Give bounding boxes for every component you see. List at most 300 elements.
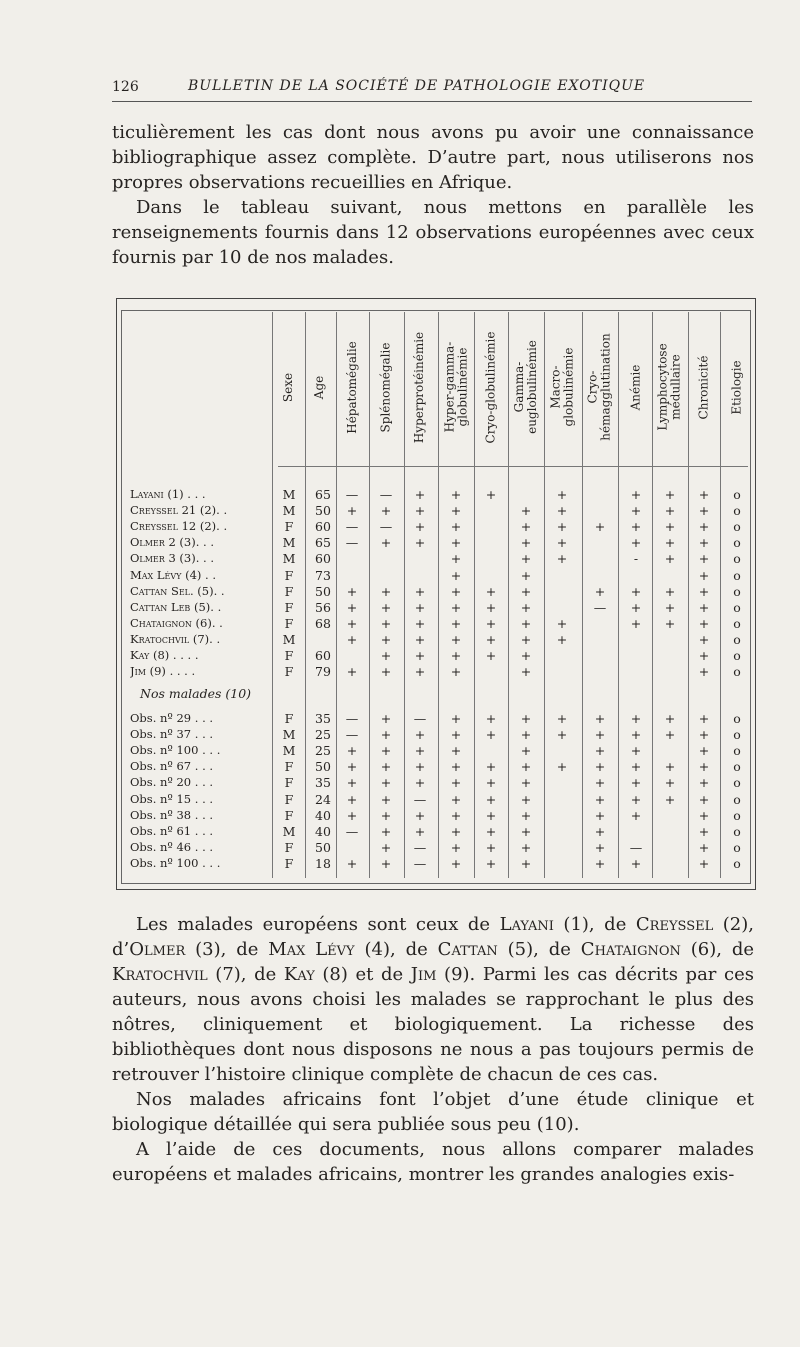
row-label: Obs. nº 38 . . .	[130, 807, 214, 822]
table-cell-chronicite: +	[698, 791, 710, 807]
table-cell-hyper-gamma-globulinemie: +	[450, 551, 462, 567]
intro-text	[112, 120, 754, 270]
table-cell-hyperproteinemie: +	[414, 487, 426, 502]
table-cell-anemie: +	[630, 519, 642, 535]
table-cell-cryo-globulinemie: +	[485, 823, 497, 839]
table-cell-chronicite: +	[698, 503, 710, 519]
column-header-hepatomegalie: Hépatomégalie	[344, 340, 359, 434]
table-cell-sexe: F	[284, 648, 294, 663]
row-label: Cattan Sel. (5). .	[130, 583, 225, 598]
table-cell-chronicite: +	[698, 775, 710, 791]
table-cell-splenomegalie: +	[380, 823, 392, 839]
table-cell-gamma-euglobulinemie: +	[520, 807, 532, 823]
table-cell-age: 40	[315, 807, 331, 823]
table-cell-sexe: F	[284, 567, 294, 583]
table-cell-hepatomegalie: +	[346, 631, 358, 647]
table-cell-age: 50	[315, 759, 331, 775]
table-cell-hepatomegalie: +	[346, 583, 358, 599]
table-cell-hepatomegalie: —	[345, 535, 359, 551]
table-cell-cryo-globulinemie: +	[485, 631, 497, 647]
row-label: Creyssel 21 (2). .	[130, 503, 228, 518]
intro-paragraph-1: ticulièrement les cas dont nous avons pu avoir une connaissance bibliographique assez complète. D’autre part, nous utiliserons nos propres observations recueillies en Afrique.	[112, 122, 754, 193]
table-cell-sexe: F	[284, 599, 294, 615]
table-cell-sexe: F	[284, 615, 294, 631]
table-cell-cryo-globulinemie: +	[485, 791, 497, 807]
table-cell-chronicite: +	[698, 519, 710, 535]
table-cell-hyperproteinemie: —	[413, 791, 427, 807]
table-cell-etiologie: o	[733, 823, 741, 839]
table-cell-hyperproteinemie: +	[414, 775, 426, 791]
table-cell-etiologie: o	[733, 807, 741, 823]
table-cell-cryo-hemagglutination: +	[594, 855, 606, 871]
table-cell-sexe: M	[282, 487, 296, 502]
table-cell-age: 24	[315, 791, 331, 807]
table-cell-etiologie: o	[733, 599, 741, 615]
column-header-sexe: Sexe	[281, 372, 296, 402]
table-cell-cryo-globulinemie: +	[485, 727, 497, 743]
table-cell-hyper-gamma-globulinemie: +	[450, 487, 462, 502]
table-cell-cryo-hemagglutination: +	[594, 583, 606, 599]
table-cell-hyper-gamma-globulinemie: +	[450, 648, 462, 663]
table-cell-etiologie: o	[733, 775, 741, 791]
table-cell-chronicite: +	[698, 759, 710, 775]
outro-paragraph-1: Les malades européens sont ceux de Layani (1), de Creyssel (2), d’Olmer (3), de Max Lévy (4), de Cattan (5), de Chataignon (6), de Kratochvil (7), de Kay (8) et de Jim (9). Parmi les cas décrits par ces auteurs, nous avons choisi les malades se rapprochant le plus des nôtres, cliniquement et biologiquement. La richesse des bibliothèques dont nous disposons ne nous a pas toujours permis de retrouver l’histoire clinique complète de chacun de ces cas.	[112, 914, 755, 1085]
table-cell-chronicite: +	[698, 855, 710, 871]
running-title: BULLETIN DE LA SOCIÉTÉ DE PATHOLOGIE EXOTIQUE	[188, 78, 646, 94]
table-cell-chronicite: +	[698, 599, 710, 615]
table-cell-etiologie: o	[733, 855, 741, 871]
table-cell-splenomegalie: +	[380, 839, 392, 855]
table-cell-chronicite: +	[698, 664, 710, 680]
table-cell-splenomegalie: +	[380, 583, 392, 599]
table-cell-chronicite: +	[698, 583, 710, 599]
table-cell-etiologie: o	[733, 503, 741, 519]
table-cell-anemie: +	[630, 775, 642, 791]
table-cell-lymphocytose-medullaire: +	[664, 775, 676, 791]
table-cell-hyper-gamma-globulinemie: +	[450, 503, 462, 519]
table-cell-hyperproteinemie: +	[414, 503, 426, 519]
table-cell-age: 60	[315, 551, 331, 567]
row-label: Kratochvil (7). .	[130, 631, 221, 646]
table-cell-anemie: +	[630, 583, 642, 599]
page-number: 126	[112, 79, 139, 95]
table-cell-splenomegalie: +	[380, 503, 392, 519]
table-cell-sexe: M	[282, 503, 296, 519]
table-cell-sexe: F	[284, 839, 294, 855]
table-cell-hyperproteinemie: +	[414, 727, 426, 743]
table-cell-lymphocytose-medullaire: +	[664, 583, 676, 599]
row-label: Cattan Leb (5). .	[130, 599, 222, 614]
table-cell-gamma-euglobulinemie: +	[520, 839, 532, 855]
table-cell-cryo-globulinemie: +	[485, 487, 497, 502]
table-cell-hepatomegalie: +	[346, 759, 358, 775]
table-cell-etiologie: o	[733, 727, 741, 743]
table-cell-cryo-globulinemie: +	[485, 583, 497, 599]
table-cell-cryo-globulinemie: +	[485, 759, 497, 775]
row-label: Obs. nº 100 . . .	[130, 855, 221, 870]
table-cell-age: 79	[315, 664, 331, 680]
table-cell-hepatomegalie: —	[345, 711, 359, 726]
table-cell-hyper-gamma-globulinemie: +	[450, 839, 462, 855]
table-cell-chronicite: +	[698, 711, 710, 726]
table-cell-splenomegalie: +	[380, 791, 392, 807]
table-cell-macro-globulinemie: +	[556, 631, 568, 647]
table-cell-chronicite: +	[698, 567, 710, 583]
table-cell-cryo-hemagglutination: +	[594, 807, 606, 823]
row-label: Chataignon (6). .	[130, 615, 223, 630]
page-header	[112, 74, 752, 104]
table-cell-sexe: F	[284, 807, 294, 823]
table-cell-hepatomegalie: +	[346, 791, 358, 807]
table-cell-anemie: +	[630, 599, 642, 615]
table-cell-lymphocytose-medullaire: +	[664, 727, 676, 743]
table-cell-splenomegalie: +	[380, 599, 392, 615]
column-header-hyper-gamma-globulinemie: Hyper-gamma- globulinémie	[442, 341, 469, 433]
table-cell-hyper-gamma-globulinemie: +	[450, 519, 462, 535]
table-cell-hepatomegalie: +	[346, 503, 358, 519]
table-cell-hyper-gamma-globulinemie: +	[450, 599, 462, 615]
table-cell-hepatomegalie: +	[346, 599, 358, 615]
table-cell-cryo-hemagglutination: +	[594, 743, 606, 759]
table-cell-hyper-gamma-globulinemie: +	[450, 855, 462, 871]
column-header-age: Age	[312, 375, 327, 399]
table-cell-hyperproteinemie: +	[414, 664, 426, 680]
row-label: Max Lévy (4) . .	[130, 567, 217, 582]
table-cell-sexe: F	[284, 583, 294, 599]
table-cell-cryo-globulinemie: +	[485, 599, 497, 615]
table-cell-hyperproteinemie: +	[414, 599, 426, 615]
table-cell-gamma-euglobulinemie: +	[520, 664, 532, 680]
table-cell-gamma-euglobulinemie: +	[520, 551, 532, 567]
table-cell-gamma-euglobulinemie: +	[520, 583, 532, 599]
table-cell-hepatomegalie: —	[345, 519, 359, 535]
table-cell-etiologie: o	[733, 791, 741, 807]
table-cell-hyper-gamma-globulinemie: +	[450, 791, 462, 807]
table-cell-hyper-gamma-globulinemie: +	[450, 775, 462, 791]
table-cell-chronicite: +	[698, 648, 710, 663]
table-cell-etiologie: o	[733, 487, 741, 502]
column-header-gamma-euglobulinemie: Gamma- euglobulinémie	[512, 340, 539, 434]
table-cell-lymphocytose-medullaire: +	[664, 551, 676, 567]
table-cell-splenomegalie: —	[379, 519, 393, 535]
table-cell-lymphocytose-medullaire: +	[664, 487, 676, 502]
table-cell-etiologie: o	[733, 759, 741, 775]
table-cell-splenomegalie: +	[380, 855, 392, 871]
table-cell-chronicite: +	[698, 551, 710, 567]
table-cell-etiologie: o	[733, 664, 741, 680]
table-cell-hyperproteinemie: +	[414, 759, 426, 775]
table-cell-cryo-hemagglutination: —	[593, 599, 607, 615]
table-cell-hyper-gamma-globulinemie: +	[450, 727, 462, 743]
table-cell-cryo-globulinemie: +	[485, 615, 497, 631]
table-cell-sexe: M	[282, 551, 296, 567]
table-cell-cryo-globulinemie: +	[485, 807, 497, 823]
table-cell-gamma-euglobulinemie: +	[520, 711, 532, 726]
table-cell-hepatomegalie: +	[346, 743, 358, 759]
table-cell-etiologie: o	[733, 743, 741, 759]
table-cell-sexe: F	[284, 759, 294, 775]
table-cell-splenomegalie: +	[380, 648, 392, 663]
table-cell-age: 35	[315, 711, 331, 726]
table-cell-hyperproteinemie: +	[414, 583, 426, 599]
table-cell-gamma-euglobulinemie: +	[520, 599, 532, 615]
table-cell-gamma-euglobulinemie: +	[520, 631, 532, 647]
table-cell-gamma-euglobulinemie: +	[520, 503, 532, 519]
table-cell-hyper-gamma-globulinemie: +	[450, 759, 462, 775]
table-cell-anemie: +	[630, 743, 642, 759]
table-cell-anemie: +	[630, 535, 642, 551]
table-cell-splenomegalie: +	[380, 759, 392, 775]
row-label: Obs. nº 15 . . .	[130, 791, 214, 806]
table-cell-lymphocytose-medullaire: +	[664, 599, 676, 615]
table-cell-sexe: F	[284, 664, 294, 680]
table-cell-chronicite: +	[698, 727, 710, 743]
row-label: Kay (8) . . . .	[130, 648, 199, 662]
table-cell-age: 35	[315, 775, 331, 791]
table-cell-etiologie: o	[733, 551, 741, 567]
table-cell-hyperproteinemie: +	[414, 743, 426, 759]
table-cell-hyperproteinemie: +	[414, 631, 426, 647]
outro-text	[112, 912, 754, 1187]
table-cell-lymphocytose-medullaire: +	[664, 615, 676, 631]
table-cell-age: 40	[315, 823, 331, 839]
table-cell-hepatomegalie: +	[346, 855, 358, 871]
table-cell-anemie: +	[630, 807, 642, 823]
table-cell-cryo-hemagglutination: +	[594, 791, 606, 807]
table-cell-etiologie: o	[733, 567, 741, 583]
table-cell-hyper-gamma-globulinemie: +	[450, 567, 462, 583]
table-cell-hyperproteinemie: —	[413, 855, 427, 871]
row-label: Obs. nº 61 . . .	[130, 823, 214, 838]
table-cell-sexe: M	[282, 727, 296, 743]
table-cell-hepatomegalie: +	[346, 664, 358, 680]
table-cell-age: 50	[315, 839, 331, 855]
table-cell-anemie: -	[633, 551, 639, 567]
table-cell-age: 25	[315, 727, 331, 743]
row-label: Creyssel 12 (2). .	[130, 519, 228, 534]
table-cell-splenomegalie: +	[380, 775, 392, 791]
table-cell-splenomegalie: +	[380, 743, 392, 759]
table-cell-macro-globulinemie: +	[556, 519, 568, 535]
table-cell-macro-globulinemie: +	[556, 711, 568, 726]
table-cell-etiologie: o	[733, 535, 741, 551]
table-cell-gamma-euglobulinemie: +	[520, 567, 532, 583]
table-cell-hyperproteinemie: +	[414, 823, 426, 839]
table-cell-age: 65	[315, 535, 331, 551]
table-cell-anemie: +	[630, 759, 642, 775]
table-cell-cryo-globulinemie: +	[485, 775, 497, 791]
table-cell-cryo-globulinemie: +	[485, 839, 497, 855]
table-cell-hyper-gamma-globulinemie: +	[450, 807, 462, 823]
column-header-anemie: Anémie	[628, 364, 643, 410]
table-cell-gamma-euglobulinemie: +	[520, 648, 532, 663]
table-cell-gamma-euglobulinemie: +	[520, 727, 532, 743]
table-cell-hyper-gamma-globulinemie: +	[450, 583, 462, 599]
row-label: Olmer 2 (3). . .	[130, 535, 214, 550]
column-header-splenomegalie: Splénomégalie	[378, 342, 393, 432]
row-label: Jim (9) . . . .	[130, 664, 196, 679]
table-cell-chronicite: +	[698, 535, 710, 551]
table-cell-splenomegalie: +	[380, 615, 392, 631]
column-header-lymphocytose-medullaire: Lymphocytose médullaire	[656, 343, 684, 431]
table-cell-sexe: M	[282, 535, 296, 551]
outro-paragraph-3: A l’aide de ces documents, nous allons comparer malades européens et malades africains, montrer les grandes analogies exis-	[112, 1139, 754, 1185]
table-cell-macro-globulinemie: +	[556, 759, 568, 775]
table-cell-age: 18	[315, 855, 331, 871]
row-label: Olmer 3 (3). . .	[130, 551, 214, 566]
table-cell-macro-globulinemie: +	[556, 551, 568, 567]
table-cell-anemie: +	[630, 727, 642, 743]
table-cell-age: 68	[315, 615, 331, 631]
table-cell-hyperproteinemie: +	[414, 535, 426, 551]
table-cell-cryo-hemagglutination: +	[594, 727, 606, 743]
table-cell-age: 73	[315, 567, 331, 583]
row-label: Obs. nº 100 . . .	[130, 743, 221, 758]
table-cell-sexe: M	[282, 631, 296, 647]
table-header-rule	[278, 466, 748, 467]
table-cell-macro-globulinemie: +	[556, 535, 568, 551]
table-cell-hepatomegalie: +	[346, 807, 358, 823]
table-cell-hyperproteinemie: +	[414, 519, 426, 535]
table-cell-splenomegalie: +	[380, 807, 392, 823]
column-header-cryo-globulinemie: Cryo-globulinémie	[483, 331, 498, 443]
table-cell-age: 60	[315, 648, 331, 663]
table-cell-age: 65	[315, 487, 331, 502]
table-cell-hyperproteinemie: —	[413, 711, 427, 726]
table-cell-hepatomegalie: —	[345, 487, 359, 502]
table-cell-age: 25	[315, 743, 331, 759]
table-cell-anemie: +	[630, 855, 642, 871]
table-cell-hyperproteinemie: —	[413, 839, 427, 855]
table-cell-hyper-gamma-globulinemie: +	[450, 535, 462, 551]
group-label-our-patients: Nos malades (10)	[140, 686, 252, 701]
table-cell-splenomegalie: —	[379, 487, 393, 502]
table-cell-sexe: F	[284, 775, 294, 791]
table-cell-hyper-gamma-globulinemie: +	[450, 631, 462, 647]
column-header-cryo-hemagglutination: Cryo- hémagglutination	[586, 333, 614, 441]
table-cell-hyper-gamma-globulinemie: +	[450, 664, 462, 680]
table-cell-chronicite: +	[698, 807, 710, 823]
table-cell-cryo-hemagglutination: +	[594, 823, 606, 839]
table-cell-hyperproteinemie: +	[414, 615, 426, 631]
table-cell-macro-globulinemie: +	[556, 615, 568, 631]
table-cell-chronicite: +	[698, 743, 710, 759]
table-cell-cryo-hemagglutination: +	[594, 839, 606, 855]
table-cell-etiologie: o	[733, 839, 741, 855]
table-cell-lymphocytose-medullaire: +	[664, 503, 676, 519]
table-cell-hyper-gamma-globulinemie: +	[450, 823, 462, 839]
table-cell-anemie: +	[630, 503, 642, 519]
header-rule	[112, 101, 752, 102]
table-cell-splenomegalie: +	[380, 711, 392, 726]
row-label: Obs. nº 46 . . .	[130, 839, 214, 854]
table-cell-hepatomegalie: —	[345, 727, 359, 743]
outro-paragraph-2: Nos malades africains font l’objet d’une étude clinique et biologique détaillée qui sera publiée sous peu (10).	[112, 1089, 754, 1135]
table-cell-chronicite: +	[698, 631, 710, 647]
table-cell-etiologie: o	[733, 519, 741, 535]
table-cell-chronicite: +	[698, 487, 710, 502]
column-header-etiologie: Etiologie	[729, 359, 744, 415]
table-cell-age: 50	[315, 583, 331, 599]
table-cell-etiologie: o	[733, 631, 741, 647]
table-cell-hyper-gamma-globulinemie: +	[450, 615, 462, 631]
table-cell-splenomegalie: +	[380, 727, 392, 743]
table-cell-sexe: F	[284, 791, 294, 807]
table-cell-lymphocytose-medullaire: +	[664, 711, 676, 726]
table-cell-cryo-hemagglutination: +	[594, 759, 606, 775]
table-cell-lymphocytose-medullaire: +	[664, 535, 676, 551]
table-cell-cryo-hemagglutination: +	[594, 519, 606, 535]
table-cell-chronicite: +	[698, 839, 710, 855]
table-cell-sexe: F	[284, 711, 294, 726]
table-cell-etiologie: o	[733, 648, 741, 663]
table-cell-sexe: M	[282, 743, 296, 759]
row-label: Obs. nº 20 . . .	[130, 775, 214, 790]
table-cell-etiologie: o	[733, 711, 741, 726]
table-cell-hyper-gamma-globulinemie: +	[450, 711, 462, 726]
table-cell-sexe: F	[284, 855, 294, 871]
table-cell-cryo-globulinemie: +	[485, 711, 497, 726]
row-label: Obs. nº 37 . . .	[130, 727, 214, 742]
table-cell-age: 60	[315, 519, 331, 535]
table-cell-gamma-euglobulinemie: +	[520, 823, 532, 839]
table-cell-anemie: —	[629, 839, 643, 855]
table-cell-gamma-euglobulinemie: +	[520, 615, 532, 631]
column-header-chronicite: Chronicité	[696, 355, 711, 419]
row-label: Obs. nº 67 . . .	[130, 759, 214, 774]
table-cell-anemie: +	[630, 487, 642, 502]
table-cell-lymphocytose-medullaire: +	[664, 791, 676, 807]
table-cell-hyperproteinemie: +	[414, 648, 426, 663]
table-cell-gamma-euglobulinemie: +	[520, 743, 532, 759]
table-cell-etiologie: o	[733, 583, 741, 599]
table-cell-macro-globulinemie: +	[556, 727, 568, 743]
table-cell-etiologie: o	[733, 615, 741, 631]
row-label: Layani (1) . . .	[130, 487, 206, 501]
table-cell-age: 50	[315, 503, 331, 519]
table-cell-gamma-euglobulinemie: +	[520, 775, 532, 791]
column-header-hyperproteinemie: Hyperprotéinémie	[412, 331, 427, 443]
table-cell-gamma-euglobulinemie: +	[520, 791, 532, 807]
table-cell-splenomegalie: +	[380, 631, 392, 647]
table-cell-hepatomegalie: +	[346, 615, 358, 631]
intro-paragraph-2: Dans le tableau suivant, nous mettons en parallèle les renseignements fournis dans 12 observations européennes avec ceux fournis par 10 de nos malades.	[112, 197, 754, 268]
table-cell-anemie: +	[630, 615, 642, 631]
table-cell-macro-globulinemie: +	[556, 503, 568, 519]
table-cell-chronicite: +	[698, 615, 710, 631]
table-cell-macro-globulinemie: +	[556, 487, 568, 502]
table-cell-splenomegalie: +	[380, 664, 392, 680]
table-cell-cryo-hemagglutination: +	[594, 775, 606, 791]
table-cell-sexe: F	[284, 519, 294, 535]
table-cell-hyper-gamma-globulinemie: +	[450, 743, 462, 759]
table-cell-hyperproteinemie: +	[414, 807, 426, 823]
table-cell-anemie: +	[630, 791, 642, 807]
table-cell-cryo-globulinemie: +	[485, 648, 497, 663]
table-cell-gamma-euglobulinemie: +	[520, 519, 532, 535]
table-cell-gamma-euglobulinemie: +	[520, 535, 532, 551]
table-cell-hepatomegalie: +	[346, 775, 358, 791]
table-cell-gamma-euglobulinemie: +	[520, 759, 532, 775]
table-cell-age: 56	[315, 599, 331, 615]
table-cell-anemie: +	[630, 711, 642, 726]
table-cell-sexe: M	[282, 823, 296, 839]
table-cell-lymphocytose-medullaire: +	[664, 519, 676, 535]
table-cell-gamma-euglobulinemie: +	[520, 855, 532, 871]
table-cell-cryo-globulinemie: +	[485, 855, 497, 871]
row-label: Obs. nº 29 . . .	[130, 711, 214, 725]
table-cell-hepatomegalie: —	[345, 823, 359, 839]
